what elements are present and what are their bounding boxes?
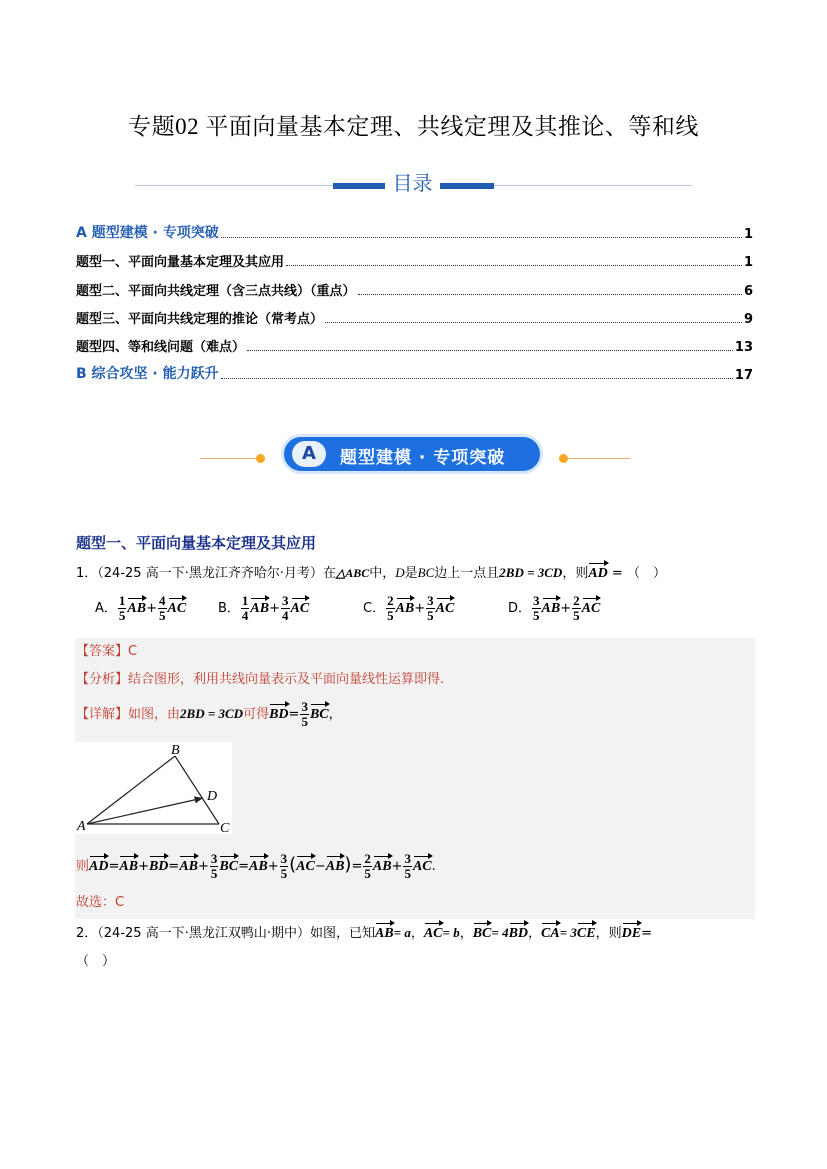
toc-item-page: 13 [734, 340, 753, 355]
point-b-label: B [171, 743, 180, 758]
toc-item-label: B 综合攻坚 · 能力跃升 [76, 366, 219, 382]
detail-equation: 则AD=AB+BD=AB+ $\frac{3}{5}$ BC=AB+ $\frac{3}{5}$ (AC−AB)= $\frac{2}{5}$ AB+ $\frac{3}{5}$ AC. [76, 851, 436, 881]
question-2-paren: （ ） [76, 954, 116, 969]
toc-item[interactable] [76, 335, 753, 355]
toc-header [135, 170, 692, 198]
toc-item-label: 题型二、平面向共线定理（含三点共线）（重点） [76, 284, 356, 299]
toc-leader [221, 378, 733, 379]
toc-item[interactable] [76, 279, 753, 299]
option-c[interactable]: C． $\frac{2}{5}$ AB+ $\frac{3}{5}$ AC [363, 593, 455, 623]
toc-item-page: 17 [734, 368, 753, 383]
toc-leader [358, 294, 742, 295]
banner-text: 题型建模 · 专项突破 [340, 448, 506, 468]
toc-item-page: 6 [743, 284, 753, 299]
question-1: 1．（24-25 高一下·黑龙江齐齐哈尔·月考）在△ABC中，D是BC边上一点且2BD = 3CD，则AD = （ ） [76, 562, 666, 582]
toc-item[interactable] [76, 250, 753, 270]
toc-item-label: 题型三、平面向共线定理的推论（常考点） [76, 312, 324, 327]
toc-item-label: 题型四、等和线问题（难点） [76, 340, 246, 355]
toc-bar-right [440, 183, 494, 189]
toc-leader [286, 265, 742, 266]
point-a-label: A [77, 819, 86, 834]
option-a[interactable]: A． $\frac{1}{5}$ AB+ $\frac{4}{5}$ AC [95, 593, 187, 623]
triangle-figure [75, 742, 232, 834]
toc-item-page: 1 [743, 255, 753, 270]
toc-item[interactable] [76, 222, 753, 242]
toc-item-label: A 题型建模 · 专项突破 [76, 225, 219, 241]
question-2: 2．（24-25 高一下·黑龙江双鸭山·期中）如图，已知AB= a，AC= b，BC= 4BD，CA= 3CE，则DE= [76, 922, 652, 942]
page-title: 专题02 平面向量基本定理、共线定理及其推论、等和线 [128, 114, 699, 139]
banner-pill [281, 434, 543, 474]
banner-letter: A [292, 441, 326, 467]
choose-line: 故选：C [76, 895, 125, 910]
answer-line: 【答案】C [76, 644, 138, 659]
analysis-line: 【分析】结合图形，利用共线向量表示及平面向量线性运算即得. [76, 672, 445, 687]
toc-item-page: 9 [743, 312, 753, 327]
banner-line-right [568, 458, 630, 459]
toc-item-label: 题型一、平面向量基本定理及其应用 [76, 255, 285, 270]
toc-item-page: 1 [743, 227, 753, 242]
banner-line-left [200, 458, 260, 459]
toc-item[interactable] [76, 307, 753, 327]
section-banner [200, 430, 630, 478]
type-heading: 题型一、平面向量基本定理及其应用 [76, 534, 317, 552]
banner-dot-left [256, 454, 265, 463]
toc-item[interactable] [76, 363, 753, 383]
toc-leader [221, 237, 742, 238]
point-d-label: D [207, 789, 218, 804]
triangle-svg [75, 742, 232, 834]
point-c-label: C [220, 821, 230, 834]
detail-line: 【详解】如图，由2BD = 3CD可得BD= $\frac{3}{5}$ BC， [76, 699, 342, 729]
banner-dot-right [559, 454, 568, 463]
toc-leader [325, 322, 742, 323]
toc-bar-left [333, 183, 385, 189]
toc-header-text: 目录 [385, 170, 440, 196]
toc-leader [247, 350, 733, 351]
option-b[interactable]: B． $\frac{1}{4}$ AB+ $\frac{3}{4}$ AC [218, 593, 310, 623]
option-d[interactable]: D． $\frac{3}{5}$ AB+ $\frac{2}{5}$ AC [508, 593, 601, 623]
